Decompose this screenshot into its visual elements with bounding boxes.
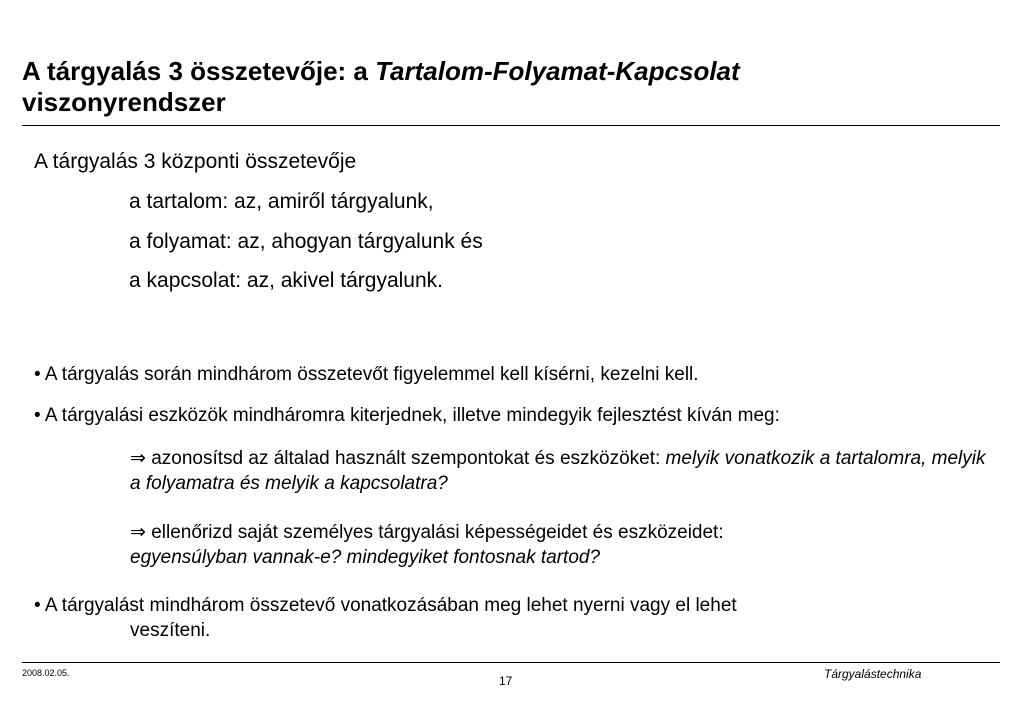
component-relationship: a kapcsolat: az, akivel tárgyalunk.	[129, 269, 443, 292]
arrow-item-2-text: ellenőrizd saját személyes tárgyalási képességeidet és eszközeidet:	[145, 522, 724, 543]
page-number: 17	[499, 674, 513, 688]
component-process: a folyamat: az, ahogyan tárgyalunk és	[129, 230, 483, 253]
bullet-item-3-line-2: veszíteni.	[130, 620, 211, 641]
intro-text: A tárgyalás 3 központi összetevője	[34, 150, 357, 173]
title-italic-part: Tartalom-Folyamat-Kapcsolat	[375, 56, 740, 86]
implies-arrow-icon: ⇒	[130, 522, 146, 543]
arrow-item-2-italic: egyensúlyban vannak-e? mindegyiket fontosnak tartod?	[130, 547, 601, 568]
title-part-1: A tárgyalás 3 összetevője: a	[22, 56, 376, 86]
bullet-item-1: • A tárgyalás során mindhárom összetevőt figyelemmel kell kísérni, kezelni kell.	[34, 364, 699, 385]
bullet-item-3	[34, 593, 984, 643]
implies-arrow-icon: ⇒	[130, 448, 146, 469]
footer-divider	[22, 662, 1000, 663]
arrow-item-1-italic: melyik vonatkozik a tartalomra, melyik a folyamatra és melyik a kapcsolatra?	[130, 448, 986, 494]
title-part-3: viszonyrendszer	[22, 87, 226, 117]
bullet-item-3-line-1: • A tárgyalást mindhárom összetevő vonatkozásában meg lehet nyerni vagy el lehet	[34, 595, 737, 616]
arrow-item-2	[130, 520, 990, 570]
slide-title	[22, 56, 1002, 118]
footer-date: 2008.02.05.	[22, 668, 70, 678]
footer-course-name: Tárgyalástechnika	[824, 667, 922, 681]
component-content: a tartalom: az, amiről tárgyalunk,	[129, 190, 434, 213]
bullet-item-2: • A tárgyalási eszközök mindháromra kiterjednek, illetve mindegyik fejlesztést kíván meg:	[34, 405, 780, 426]
arrow-item-1-text: azonosítsd az általad használt szempontokat és eszközöket:	[145, 448, 666, 469]
title-divider	[22, 125, 1000, 126]
arrow-item-1	[130, 446, 990, 496]
